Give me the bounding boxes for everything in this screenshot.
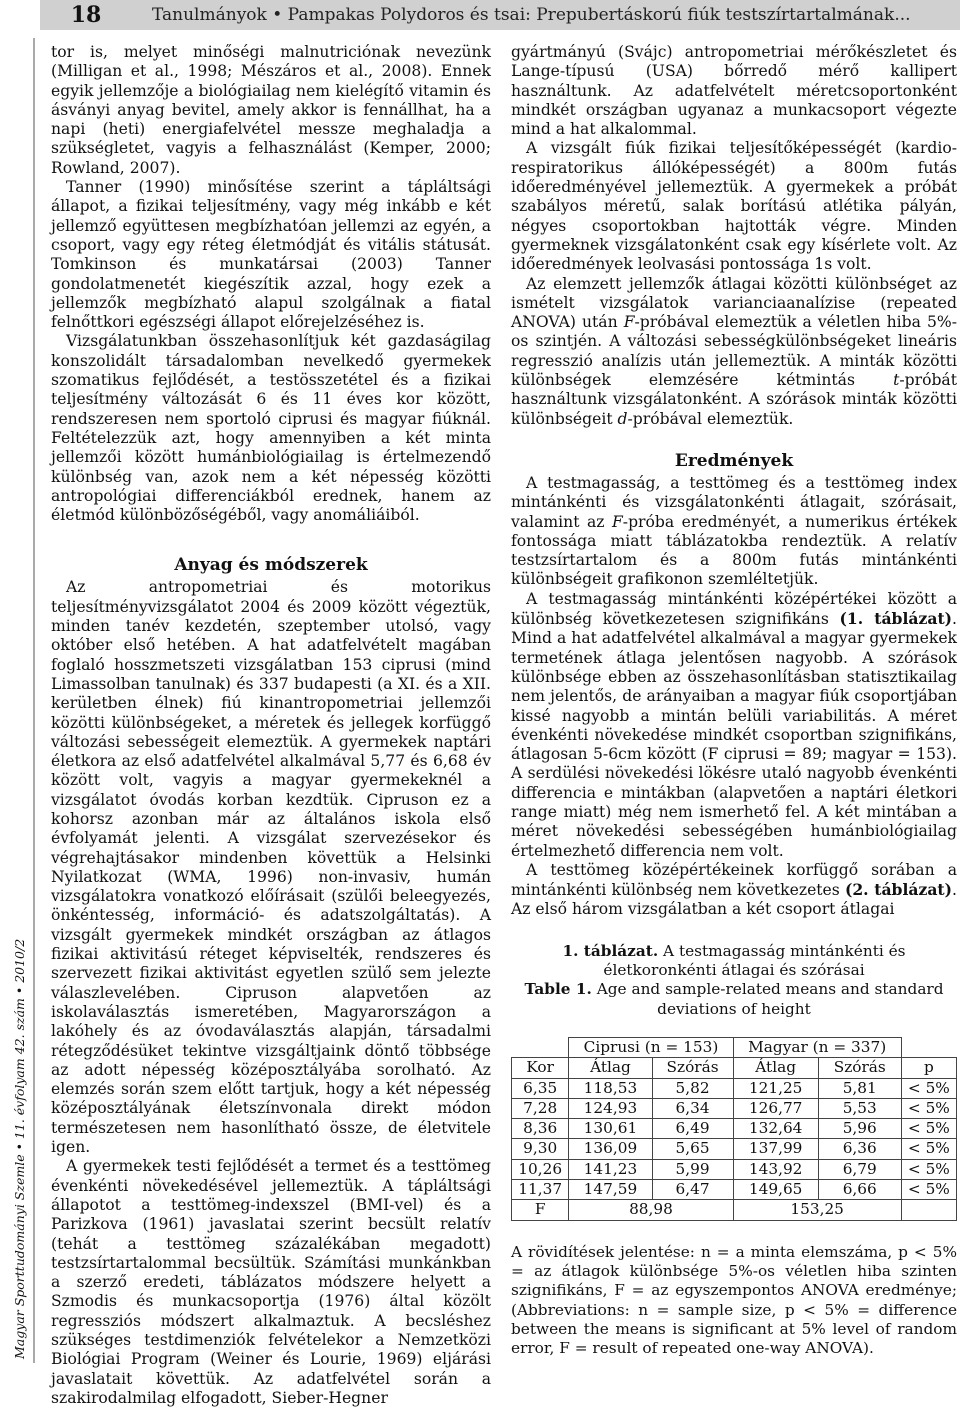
- height-table: [511, 1037, 957, 1221]
- table-cell: 143,92: [733, 1159, 818, 1179]
- table-cell: < 5%: [901, 1159, 956, 1179]
- table-row: [512, 1119, 957, 1139]
- paragraph: Az elemzett jellemzők átlagai közötti különbséget az ismételt vizsgálatok varianciaanalízise (repeated ANOVA) után F-próbával elemeztük a véletlen hiba 5%-os szintjén. A változási sebességkülönbségeket lineáris regresszió analízis után jellemeztük. A minták közötti különbségek elemzésére kétmintás t-próbát használtunk vizsgálatonként. A szórások minták közötti különbségeit d-próbával elemeztük.: [511, 274, 957, 428]
- table-cell: 5,65: [652, 1139, 733, 1159]
- table-cell: 11,37: [512, 1180, 569, 1200]
- table-cell: 5,96: [818, 1119, 901, 1139]
- section-heading-results: Eredmények: [674, 450, 794, 471]
- table-row: [512, 1159, 957, 1179]
- table-cell: < 5%: [901, 1119, 956, 1139]
- paragraph: A vizsgált fiúk fizikai teljesítőképességét (kardio-respiratorikus állóképességét) a 800m futás időeredményével jellemeztük. A gyermekek a próbát szabályos méretű, salak borítású atlétika pályán, négyes csoportokban hajtották végre. Minden gyermeknek vizsgálatonként csak egy kísérlete volt. Az időeredmények leolvasási pontossága 1s volt.: [511, 139, 957, 274]
- table-cell: 5,99: [652, 1159, 733, 1179]
- table-cell: < 5%: [901, 1078, 956, 1098]
- table-cell: 88,98: [569, 1200, 733, 1220]
- table-column-header-row: [512, 1058, 957, 1078]
- table-body: [512, 1078, 957, 1200]
- left-column: [51, 43, 491, 1408]
- column-header: Szórás: [818, 1058, 901, 1078]
- table-cell: 8,36: [512, 1119, 569, 1139]
- column-header: Kor: [512, 1058, 569, 1078]
- table-cell: 6,49: [652, 1119, 733, 1139]
- table-cell: 10,26: [512, 1159, 569, 1179]
- running-header: [40, 0, 960, 30]
- table-cell: < 5%: [901, 1139, 956, 1159]
- paragraph: A testtömeg középértékeinek korfüggő sorában a mintánkénti különbség nem következetes (2. táblázat). Az első három vizsgálatban a két csoport átlagai: [511, 860, 957, 919]
- table-cell: 6,34: [652, 1098, 733, 1118]
- paragraph: Tanner (1990) minősítése szerint a tápláltsági állapot, a fizikai teljesítmény, vagy még inkább e két jellemző együttesen megbízhatóan jellemzi az egyén, a csoport, vagy egy réteg életmódját és vitális státusát. Tomkinson és munkatársai (2003) Tanner gondolatmenetét kiegészítik azzal, hogy ezek a jellemzők megbízható alapul szolgálnak a fiatal felnőttkori egészségi állapot előrejelzéséhez is.: [51, 178, 491, 332]
- table-row: [512, 1180, 957, 1200]
- table-cell: 121,25: [733, 1078, 818, 1098]
- column-header: p: [901, 1058, 956, 1078]
- table-cell: 5,81: [818, 1078, 901, 1098]
- page-number: 18: [70, 2, 102, 28]
- table-cell: 7,28: [512, 1098, 569, 1118]
- table-cell: < 5%: [901, 1098, 956, 1118]
- column-header: Átlag: [733, 1058, 818, 1078]
- table-cell: 118,53: [569, 1078, 652, 1098]
- paragraph: A testmagasság, a testtömeg és a testtömeg index mintánkénti és vizsgálatonkénti átlagait, szórásait, valamint az F-próba eredményét, a numerikus értékek fontossága miatt táblázatokba rendeztük. A relatív testzsírtartalom és a 800m futás mintánkénti különbségeit grafikonon szemléltetjük.: [511, 473, 957, 589]
- table-notes: A rövidítések jelentése: n = a minta elemszáma, p < 5% = az átlagok különbsége 5%-os véletlen hiba szinten szignifikáns, F = az egyszempontos ANOVA eredménye; (Abbreviations: n = sample size, p < 5% = difference between the means is significant at 5% level of random error, F = result of repeated one-way ANOVA).: [511, 1242, 957, 1358]
- paragraph: A testmagasság mintánkénti középértékei között a különbség következetesen szignifikáns (1. táblázat). Mind a hat adatfelvétel alkalmával a magyar gyermekek termetének átlaga jelentősen nagyobb. A szórások különbsége ebben az összehasonlításban statisztikailag nem jelentős, de arányaiban a magyar fiúk csoportjában kissé nagyobb a mintán belüli variabilitás. A méret évenkénti növekedése mindkét csoportban szignifikáns, átlagosan 5-6cm között (F ciprusi = 89; magyar = 153). A serdülési növekedési lökésre utaló nagyobb évenkénti differencia e mintákban (alapvetően a naptári életkori range miatt) még nem ismerhető fel. A két mintában a méret növekedési sebességében humánbiológiailag értelmezhető differencia nem volt.: [511, 589, 958, 860]
- paragraph: tor is, melyet minőségi malnutriciónak nevezünk (Milligan et al., 1998; Mészáros et al., 2008). Ennek egyik jellemzője a biológiailag nem kielégítő vitamin és ásványi anyag bevitel, amely akkor is fennállhat, ha a napi (heti) energiafelvétel messze meghaladja a szükségletet, vagyis a felhasználást (Kemper, 2000; Rowland, 2007).: [51, 43, 491, 177]
- table-cell: 6,66: [818, 1180, 901, 1200]
- right-column: [511, 43, 957, 1358]
- table-cell: 136,09: [569, 1139, 652, 1159]
- table-cell: 5,82: [652, 1078, 733, 1098]
- paragraph: Vizsgálatunkban összehasonlítjuk két gazdaságilag konszolidált társadalomban nevelkedő gyermekek szomatikus fejlődését, a testösszetétel és a fizikai teljesítmény változását 6 és 11 éves kor között, rendszeresen nem sportoló ciprusi és magyar fiúknál. Feltételezzük azt, hogy amennyiben a két minta jellemzői között humánbiológiailag is értelmezendő különbség van, azok nem a két népesség közötti antropológiai differenciákból erednek, hanem az életmód különbözőségéből, vagy anomáliáiból.: [51, 332, 491, 525]
- table-cell: 6,36: [818, 1139, 901, 1159]
- table-cell: 6,79: [818, 1159, 901, 1179]
- table-row: [512, 1078, 957, 1098]
- column-header: Átlag: [569, 1058, 652, 1078]
- table-cell: 126,77: [733, 1098, 818, 1118]
- section-heading-methods: Anyag és módszerek: [174, 555, 368, 576]
- table-row: [512, 1139, 957, 1159]
- table-cell: 6,35: [512, 1078, 569, 1098]
- table-cell: 6,47: [652, 1180, 733, 1200]
- table-cell: 5,53: [818, 1098, 901, 1118]
- paragraph: A gyermekek testi fejlődését a termet és a testtömeg évenkénti növekedésével jellemeztük. A tápláltsági állapotot a testtömeg-indexszel (BMI-vel) és a Parizkova (1961) javaslatai szerint becsült relatív (tehát a testtömeg százalékában megadott) testzsírtartalommal becsültük. Számítási munkánkban a szerző eredeti, táblázatos módszere helyett a Szmodis és munkacsoportja (1976) által közölt regressziós módszert alkalmaztuk. A becsléshez szükséges testdimenziók felvételekor a Nemzetközi Biológiai Program (Weiner és Lourie, 1969) eljárási javaslatait követtük. Az adatfelvétel során a szakirodalmilag elfogadott, Sieber-Hegner: [51, 1157, 491, 1407]
- table-cell: 132,64: [733, 1119, 818, 1139]
- table-cell: 153,25: [733, 1200, 901, 1220]
- side-rule: [33, 38, 35, 1363]
- table-cell: 130,61: [569, 1119, 652, 1139]
- table-cell: 149,65: [733, 1180, 818, 1200]
- table-cell: F: [512, 1200, 569, 1220]
- paragraph: Az antropometriai és motorikus teljesítményvizsgálatot 2004 és 2009 között végeztük, minden tanév kezdetén, szeptember utolsó, vagy október első hetében. A hat adatfelvételt magában foglaló hosszmetszeti vizsgálatban 153 ciprusi (mind Limassolban tanulnak) és 337 budapesti (a XI. és a XII. kerületben élnek) fiú kinantropometriai jellemzői közötti különbségeket, a méretek és jellegek korfüggő változási sebességeit elemeztük. A gyermekek naptári életkora az első adatfelvétel alkalmával 5,77 és 6,68 év között volt, vagyis a magyar gyermekeknél a vizsgálatot óvodás korban kezdtük. Cipruson ez a kohorsz azonban már az általános iskola első évfolyamát jelenti. A vizsgálat szervezésekor és végrehajtásakor mindenben követtük a Helsinki Nyilatkozat (WMA, 1996) non-invasiv, humán vizsgálatokra vonatkozó előírásait (szülői beleegyezés, önkéntesség, információ- és adatszolgáltatás). A vizsgált gyermekek mindkét országban az átlagos fizikai aktivitású réteget képviselték, rendszeres és szervezett fizikai aktivitást egyetlen szülő sem jelezte válaszlevelében. Cipruson alapvetően az iskolaválasztás ismeretében, Magyarországon a lakóhely és az óvodaválasztás alapján, társadalmi rétegződésüket tekintve vizsgáltjaink döntő többsége az adott népesség középosztályába sorolható. Az elemzés során szem előtt tartjuk, hogy a két népesség középosztályának életszínvonala direkt módon természetesen nem hasonlítható össze, de életvitele igen.: [51, 578, 491, 1157]
- side-strip: Magyar Sporttudományi Szemle • 11. évfolyam 42. szám • 2010/2: [0, 0, 34, 1369]
- table-cell: 141,23: [569, 1159, 652, 1179]
- column-header: Szórás: [652, 1058, 733, 1078]
- table-row: [512, 1098, 957, 1118]
- group-header: Ciprusi (n = 153): [569, 1037, 733, 1057]
- table-f-row: [512, 1200, 957, 1220]
- table-caption: 1. táblázat. A testmagasság mintánkénti és életkoronkénti átlagai és szórásai Table 1. Age and sample-related means and standard deviations of height: [524, 941, 944, 1018]
- table-group-header-row: [512, 1037, 957, 1057]
- table-cell: 147,59: [569, 1180, 652, 1200]
- table-cell: 124,93: [569, 1098, 652, 1118]
- table-cell: < 5%: [901, 1180, 956, 1200]
- group-header: Magyar (n = 337): [733, 1037, 901, 1057]
- table-cell: 137,99: [733, 1139, 818, 1159]
- table-cell: 9,30: [512, 1139, 569, 1159]
- paragraph: gyártmányú (Svájc) antropometriai mérőkészletet és Lange-típusú (USA) bőrredő mérő kallipert használtunk. Az adatfelvételt méretcsoportonként mindkét országban ugyanaz a munkacsoport végezte mind a hat alkalommal.: [511, 43, 957, 139]
- running-title: Tanulmányok • Pampakas Polydoros és tsai: Prepubertáskorú fiúk testszírtartalmának...: [152, 5, 911, 25]
